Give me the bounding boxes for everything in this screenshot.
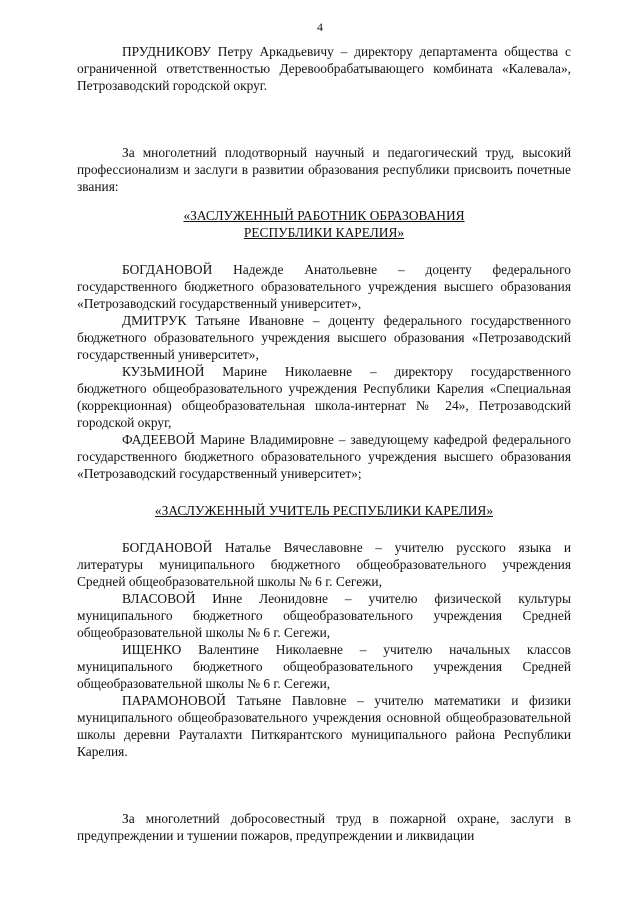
award-entry: БОГДАНОВОЙ Наталье Вячеславовне – учителю русского языка и литературы муниципального бюджетного общеобразовательного учреждения Средней общеобразовательной школы № 6 г. Сегежи,	[77, 540, 571, 589]
section1-entries	[77, 261, 571, 482]
award-entry: ПАРАМОНОВОЙ Татьяне Павловне – учителю математики и физики муниципального общеобразовательного учреждения основной общеобразовательной школы деревни Рауталахти Питкярантского муниципального района Республики Карелия.	[77, 693, 571, 759]
page-number: 4	[317, 20, 323, 34]
award-entry: КУЗЬМИНОЙ Марине Николаевне – директору государственного бюджетного общеобразовательного учреждения Республики Карелия «Специальная (коррекционная) общеобразовательная школа-интернат № 24», Петрозаводский городской округ,	[77, 364, 571, 430]
award-entry: ФАДЕЕВОЙ Марине Владимировне – заведующему кафедрой федерального государственного бюджетного образовательного учреждения высшего образования «Петрозаводский государственный университет»;	[77, 432, 571, 481]
section1-heading-line1: «ЗАСЛУЖЕННЫЙ РАБОТНИК ОБРАЗОВАНИЯ	[183, 208, 465, 223]
document-body	[77, 43, 571, 844]
education-intro-paragraph: За многолетний плодотворный научный и педагогический труд, высокий профессионализм и заслуги в развитии образования республики присвоить почетные звания:	[77, 145, 571, 194]
fire-intro-paragraph: За многолетний добросовестный труд в пожарной охране, заслуги в предупреждении и тушении пожаров, предупреждении и ликвидации	[77, 811, 571, 843]
award-entry: ВЛАСОВОЙ Инне Леонидовне – учителю физической культуры муниципального бюджетного общеобразовательного учреждения Средней общеобразовательной школы № 6 г. Сегежи,	[77, 591, 571, 640]
award-entry: БОГДАНОВОЙ Надежде Анатольевне – доценту федерального государственного бюджетного образовательного учреждения высшего образования «Петрозаводский государственный университет»,	[77, 262, 571, 311]
section1-heading-line2: РЕСПУБЛИКИ КАРЕЛИЯ»	[243, 225, 405, 240]
section2-heading: «ЗАСЛУЖЕННЫЙ УЧИТЕЛЬ РЕСПУБЛИКИ КАРЕЛИЯ»	[154, 503, 494, 518]
section2-entries	[77, 539, 571, 760]
award-entry: ИЩЕНКО Валентине Николаевне – учителю начальных классов муниципального бюджетного общеобразовательного учреждения Средней общеобразовательной школы № 6 г. Сегежи,	[77, 642, 571, 691]
award-entry: ДМИТРУК Татьяне Ивановне – доценту федерального государственного бюджетного образовательного учреждения высшего образования «Петрозаводский государственный университет»,	[77, 313, 571, 362]
intro-paragraph: ПРУДНИКОВУ Петру Аркадьевичу – директору департамента общества с ограниченной ответственностью Деревообрабатывающего комбината «Калевала», Петрозаводский городской округ.	[77, 44, 571, 93]
section1-heading	[77, 207, 571, 241]
